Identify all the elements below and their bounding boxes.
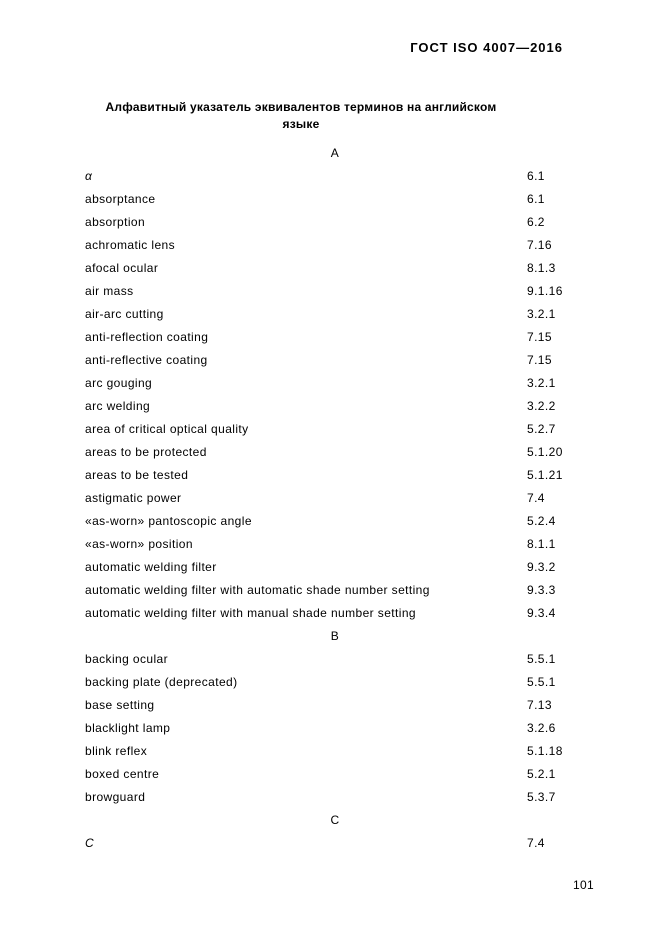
index-entry <box>85 326 585 349</box>
entry-term: arc gouging <box>85 376 153 390</box>
index-entry <box>85 372 585 395</box>
entry-reference: 5.1.21 <box>527 468 563 482</box>
section-letter-label: В <box>330 629 340 643</box>
index-entry <box>85 763 585 786</box>
entry-reference: 7.16 <box>527 238 552 252</box>
index-entry <box>85 280 585 303</box>
index-entry <box>85 188 585 211</box>
index-entry <box>85 441 585 464</box>
entry-reference: 5.2.7 <box>527 422 556 436</box>
index-entry <box>85 556 585 579</box>
entry-reference: 7.13 <box>527 698 552 712</box>
index-entry <box>85 510 585 533</box>
entry-reference: 7.4 <box>527 836 545 850</box>
entry-reference: 9.3.4 <box>527 606 556 620</box>
entry-term: boxed centre <box>85 767 160 781</box>
entry-term: astigmatic power <box>85 491 182 505</box>
entry-reference: 3.2.2 <box>527 399 556 413</box>
entry-term: «as-worn» pantoscopic angle <box>85 514 252 528</box>
index-entry <box>85 165 585 188</box>
entry-reference: 5.1.20 <box>527 445 563 459</box>
section-letter <box>85 625 585 648</box>
index-entry <box>85 257 585 280</box>
entry-reference: 8.1.3 <box>527 261 556 275</box>
entry-term: absorption <box>85 215 146 229</box>
entry-term: «as-worn» position <box>85 537 193 551</box>
entry-reference: 9.3.3 <box>527 583 556 597</box>
index-entry <box>85 211 585 234</box>
entry-reference: 3.2.1 <box>527 307 556 321</box>
entry-term: absorptance <box>85 192 156 206</box>
entry-term: arc welding <box>85 399 151 413</box>
section-letter-label: А <box>330 146 340 160</box>
entry-term: blink reflex <box>85 744 148 758</box>
index-entry <box>85 303 585 326</box>
entry-reference: 5.3.7 <box>527 790 556 804</box>
index-entry <box>85 694 585 717</box>
page-number: 101 <box>573 878 594 892</box>
entry-reference: 5.1.18 <box>527 744 563 758</box>
entry-reference: 3.2.1 <box>527 376 556 390</box>
entry-term: achromatic lens <box>85 238 176 252</box>
entry-reference: 3.2.6 <box>527 721 556 735</box>
index-title-line-1: Алфавитный указатель эквивалентов терминов на английском <box>105 100 497 114</box>
entry-reference: 5.5.1 <box>527 652 556 666</box>
index-entry <box>85 602 585 625</box>
entry-term: air-arc cutting <box>85 307 164 321</box>
index-entry <box>85 487 585 510</box>
index-entry <box>85 418 585 441</box>
section-letter-label: С <box>330 813 340 827</box>
entry-term: anti-reflective coating <box>85 353 208 367</box>
term-index <box>85 142 585 855</box>
index-title <box>85 99 517 133</box>
entry-term: blacklight lamp <box>85 721 171 735</box>
entry-term: air mass <box>85 284 134 298</box>
entry-term: browguard <box>85 790 146 804</box>
index-entry <box>85 717 585 740</box>
index-entry <box>85 464 585 487</box>
entry-reference: 5.2.1 <box>527 767 556 781</box>
index-entry <box>85 395 585 418</box>
index-entry <box>85 349 585 372</box>
entry-reference: 6.1 <box>527 192 545 206</box>
entry-reference: 7.4 <box>527 491 545 505</box>
document-code: ГОСТ ISO 4007—2016 <box>410 40 563 55</box>
index-entry <box>85 832 585 855</box>
entry-term: automatic welding filter with automatic shade number setting <box>85 583 430 597</box>
entry-reference: 6.1 <box>527 169 545 183</box>
entry-reference: 8.1.1 <box>527 537 556 551</box>
index-title-line-2: языке <box>282 117 320 131</box>
entry-term: automatic welding filter <box>85 560 217 574</box>
index-entry <box>85 671 585 694</box>
index-entry <box>85 234 585 257</box>
entry-reference: 9.3.2 <box>527 560 556 574</box>
index-entry <box>85 648 585 671</box>
index-entry <box>85 579 585 602</box>
section-letter <box>85 809 585 832</box>
entry-term: C <box>85 836 95 850</box>
entry-reference: 7.15 <box>527 330 552 344</box>
entry-reference: 7.15 <box>527 353 552 367</box>
entry-term: base setting <box>85 698 155 712</box>
entry-reference: 9.1.16 <box>527 284 563 298</box>
index-entry <box>85 740 585 763</box>
entry-reference: 6.2 <box>527 215 545 229</box>
entry-term: backing ocular <box>85 652 168 666</box>
entry-term: areas to be tested <box>85 468 189 482</box>
section-letter <box>85 142 585 165</box>
index-entry <box>85 533 585 556</box>
entry-term: backing plate (deprecated) <box>85 675 238 689</box>
entry-term: anti-reflection coating <box>85 330 209 344</box>
entry-term: afocal ocular <box>85 261 159 275</box>
entry-term: area of critical optical quality <box>85 422 249 436</box>
entry-term: areas to be protected <box>85 445 207 459</box>
entry-reference: 5.5.1 <box>527 675 556 689</box>
entry-reference: 5.2.4 <box>527 514 556 528</box>
entry-term: α <box>85 169 93 183</box>
index-entry <box>85 786 585 809</box>
entry-term: automatic welding filter with manual shade number setting <box>85 606 416 620</box>
